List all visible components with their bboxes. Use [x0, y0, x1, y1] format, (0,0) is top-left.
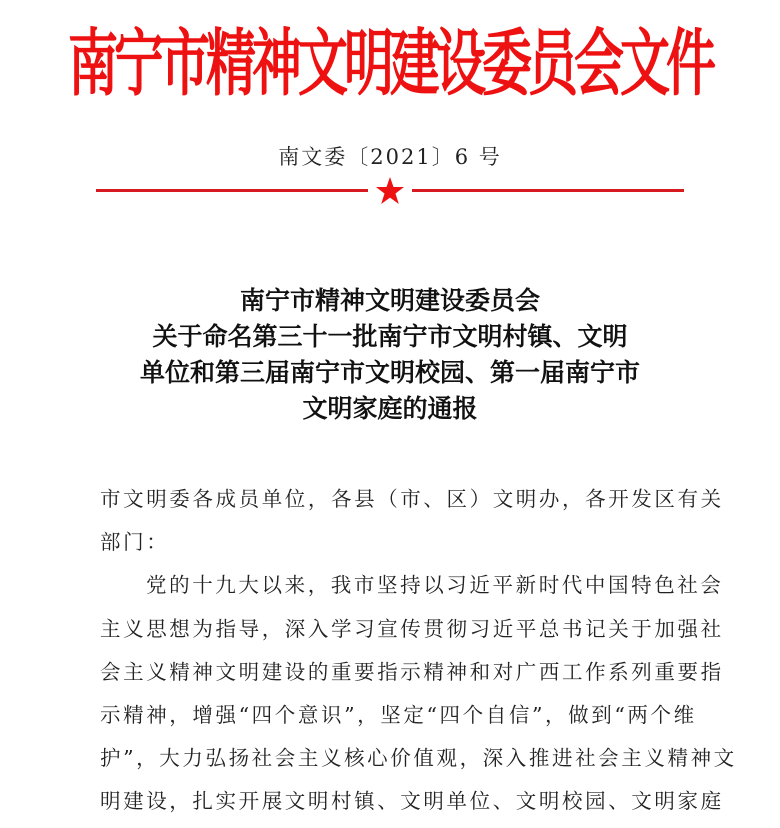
document-number: 南文委〔2021〕6 号	[278, 145, 502, 169]
paragraph-line: 明建设，扎实开展文明村镇、文明单位、文明校园、文明家庭	[100, 789, 724, 814]
red-divider-left	[96, 189, 368, 192]
salutation-line: 部门：	[100, 530, 170, 555]
paragraph-line: 党的十九大以来，我市坚持以习近平新时代中国特色社会	[146, 573, 724, 598]
notice-title	[96, 283, 684, 427]
red-divider-right	[412, 189, 684, 192]
title-line: 关于命名第三十一批南宁市文明村镇、文明	[152, 322, 628, 351]
red-star-icon	[375, 176, 405, 206]
notice-body	[100, 478, 737, 824]
paragraph-line: 示精神，增强“四个意识”，坚定“四个自信”，做到“两个维	[100, 702, 697, 727]
title-line: 南宁市精神文明建设委员会	[239, 286, 540, 315]
paragraph-line: 主义思想为指导，深入学习宣传贯彻习近平总书记关于加强社	[100, 616, 724, 641]
title-line: 单位和第三届南宁市文明校园、第一届南宁市	[139, 358, 640, 387]
masthead-title: 南宁市精神文明建设委员会文件	[68, 21, 712, 106]
title-line: 文明家庭的通报	[302, 394, 478, 423]
salutation-line: 市文明委各成员单位，各县（市、区）文明办，各开发区有关	[100, 487, 724, 511]
paragraph-line: 护”，大力弘扬社会主义核心价值观，深入推进社会主义精神文	[100, 746, 737, 771]
paragraph-line: 会主义精神文明建设的重要指示精神和对广西工作系列重要指	[100, 659, 724, 684]
